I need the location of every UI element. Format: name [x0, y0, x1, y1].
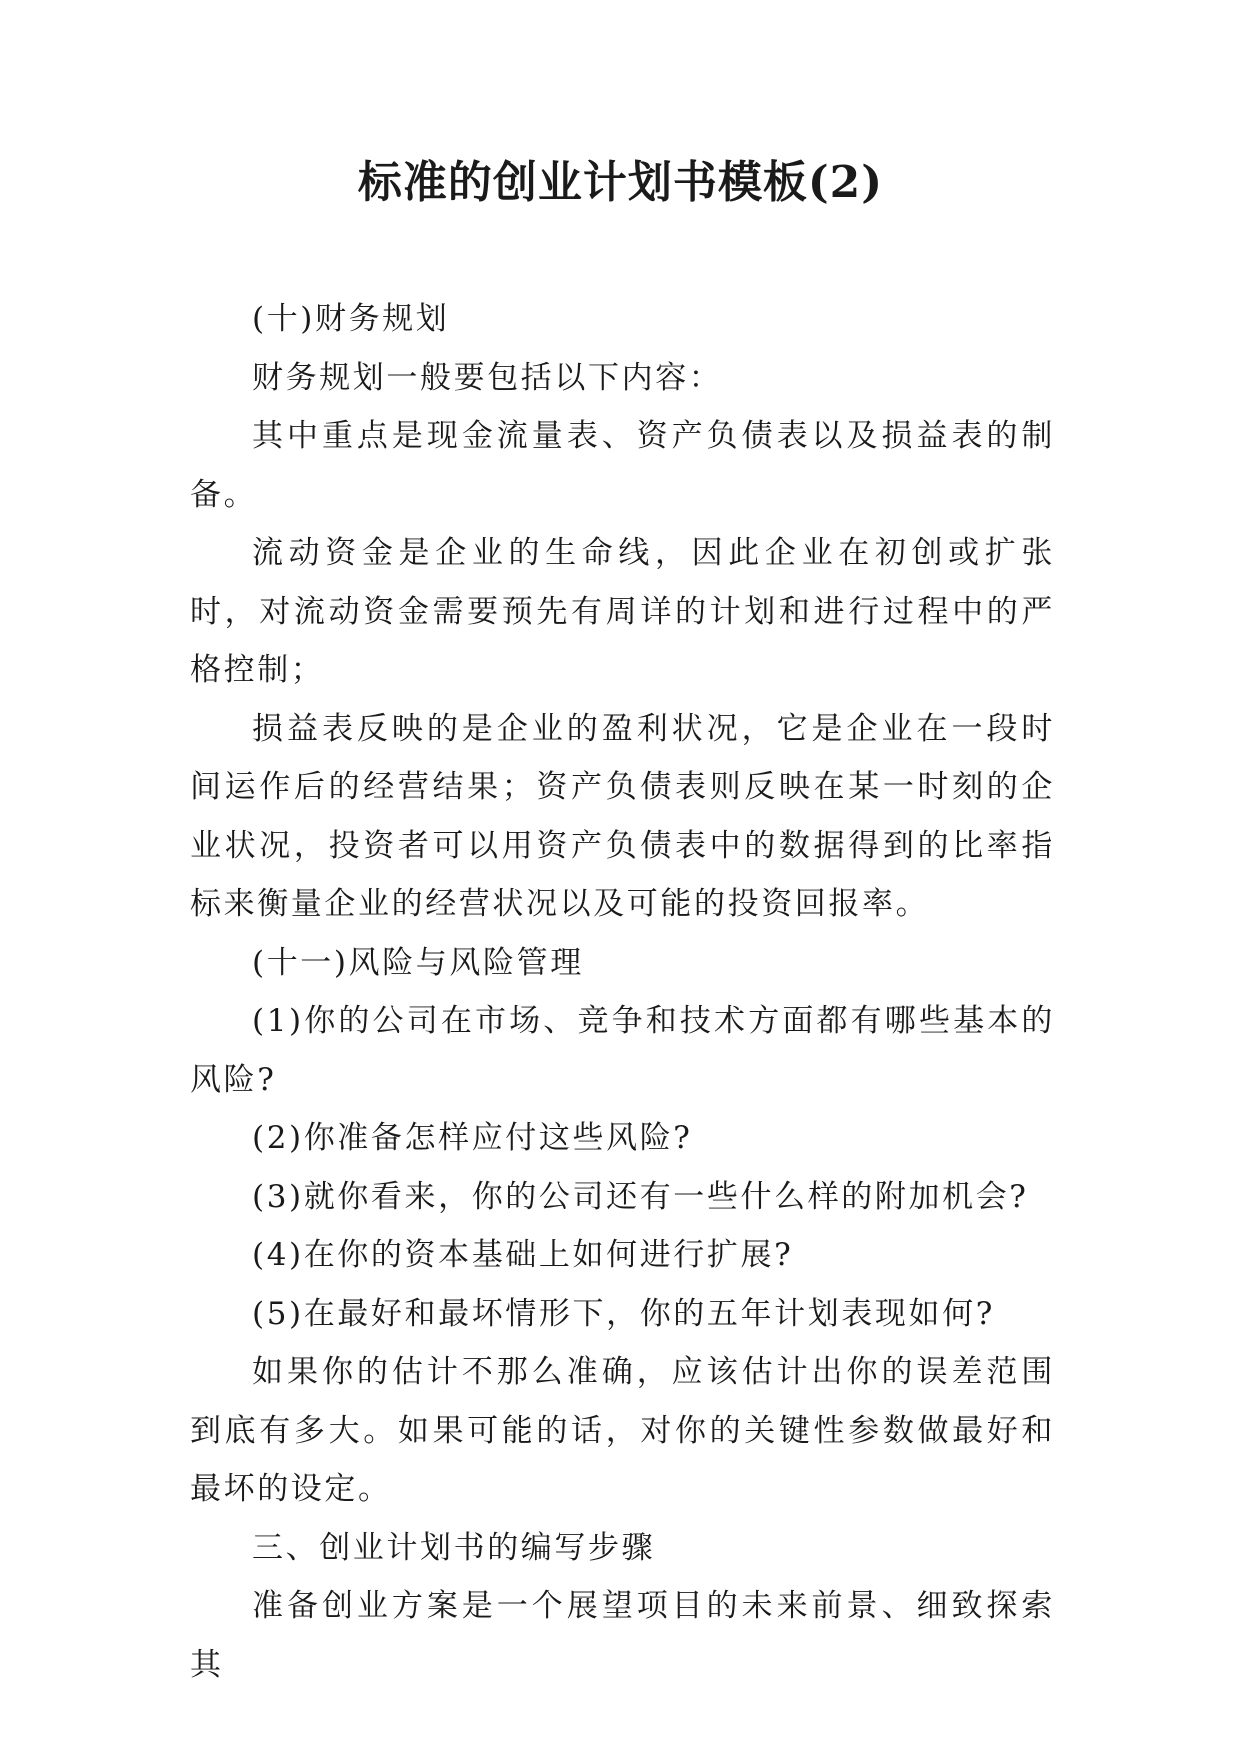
list-item: (5)在最好和最坏情形下，你的五年计划表现如何?	[252, 1295, 995, 1332]
section-heading-finance: (十)财务规划	[252, 301, 450, 337]
paragraph: 损益表反映的是企业的盈利状况，它是企业在一段时间运作后的经营结果；资产负债表则反映在某一时刻的企业状况，投资者可以用资产负债表中的数据得到的比率指标来衡量企业的经营状况以及可能的投资回报率。	[190, 710, 1055, 922]
document-body	[190, 290, 1055, 1694]
paragraph: 准备创业方案是一个展望项目的未来前景、细致探索其	[190, 1588, 1055, 1683]
paragraph: 财务规划一般要包括以下内容：	[252, 359, 723, 396]
list-item: (3)就你看来，你的公司还有一些什么样的附加机会?	[252, 1178, 1029, 1215]
list-item: (4)在你的资本基础上如何进行扩展?	[252, 1237, 794, 1273]
list-item: (1)你的公司在市场、竞争和技术方面都有哪些基本的风险?	[190, 1003, 1055, 1098]
paragraph: 如果你的估计不那么准确，应该估计出你的误差范围到底有多大。如果可能的话，对你的关键性参数做最好和最坏的设定。	[190, 1354, 1055, 1507]
list-item: (2)你准备怎样应付这些风险?	[252, 1120, 693, 1156]
paragraph: 流动资金是企业的生命线，因此企业在初创或扩张时，对流动资金需要预先有周详的计划和进行过程中的严格控制；	[190, 535, 1055, 688]
section-heading-steps: 三、创业计划书的编写步骤	[252, 1529, 656, 1566]
paragraph: 其中重点是现金流量表、资产负债表以及损益表的制备。	[190, 418, 1055, 513]
section-heading-risk: (十一)风险与风险管理	[252, 944, 584, 981]
document-title: 标准的创业计划书模板(2)	[357, 157, 884, 208]
